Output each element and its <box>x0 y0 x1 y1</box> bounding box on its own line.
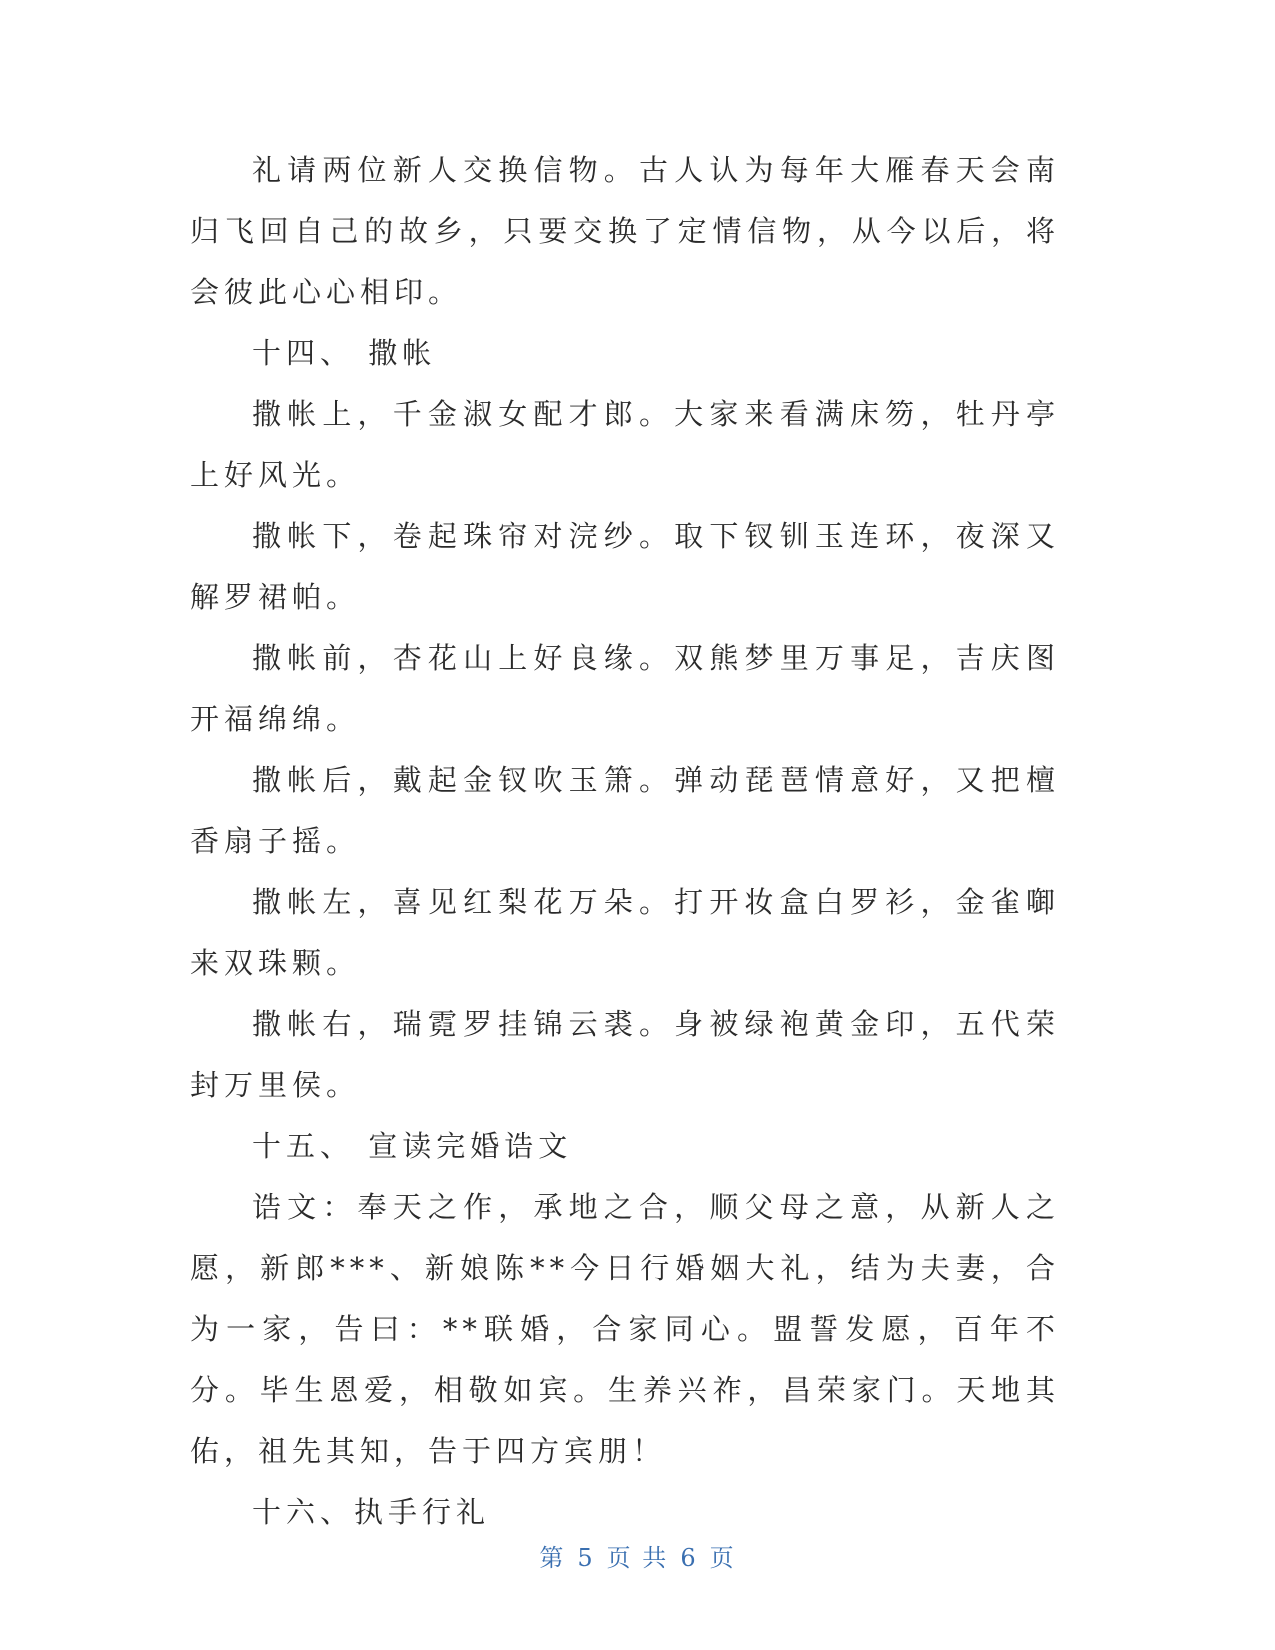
footer-suffix: 页 <box>709 1544 736 1572</box>
paragraph-sazhang-up: 撒帐上，千金淑女配才郎。大家来看满床笏，牡丹亭上好风光。 <box>190 397 1060 492</box>
document-body <box>190 140 1060 1543</box>
footer-middle: 页 共 <box>606 1544 669 1572</box>
paragraph-exchange-tokens: 礼请两位新人交换信物。古人认为每年大雁春天会南归飞回自己的故乡，只要交换了定情信物，从今以后，将会彼此心心相印。 <box>190 153 1060 309</box>
section-heading-14: 十四、 撒帐 <box>252 336 437 370</box>
footer-prefix: 第 <box>539 1544 566 1572</box>
paragraph-marriage-decree: 诰文：奉天之作，承地之合，顺父母之意，从新人之愿，新郎***、新娘陈**今日行婚姻大礼，结为夫妻，合为一家，告曰：**联婚，合家同心。盟誓发愿，百年不分。毕生恩爱，相敬如宾。生养兴祚，昌荣家门。天地其佑，祖先其知，告于四方宾朋！ <box>190 1190 1060 1468</box>
paragraph-sazhang-right: 撒帐右，瑞霓罗挂锦云裘。身被绿袍黄金印，五代荣封万里侯。 <box>190 1007 1060 1102</box>
paragraph-sazhang-down: 撒帐下，卷起珠帘对浣纱。取下钗钏玉连环，夜深又解罗裙帕。 <box>190 519 1060 614</box>
section-heading-15: 十五、 宣读完婚诰文 <box>252 1129 573 1163</box>
paragraph-sazhang-front: 撒帐前，杏花山上好良缘。双熊梦里万事足，吉庆图开福绵绵。 <box>190 641 1060 736</box>
section-heading-16: 十六、执手行礼 <box>252 1495 491 1529</box>
paragraph-sazhang-left: 撒帐左，喜见红梨花万朵。打开妆盒白罗衫，金雀啣来双珠颗。 <box>190 885 1060 980</box>
paragraph-sazhang-back: 撒帐后，戴起金钗吹玉箫。弹动琵琶情意好，又把檀香扇子摇。 <box>190 763 1060 858</box>
footer-total-pages: 6 <box>680 1544 698 1572</box>
footer-current-page: 5 <box>577 1544 595 1572</box>
page-footer <box>0 1538 1275 1573</box>
